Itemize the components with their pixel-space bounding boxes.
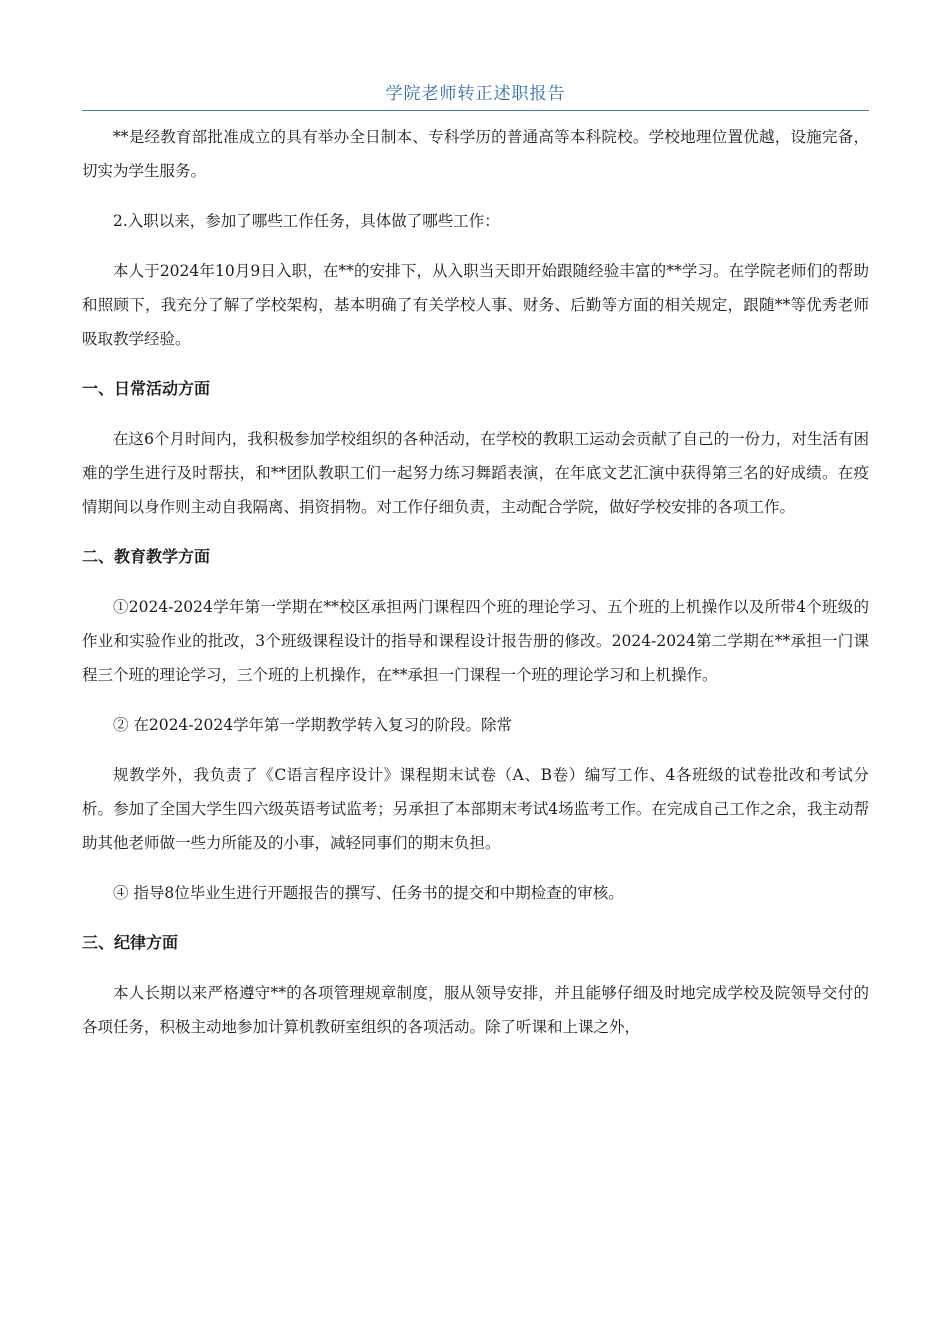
paragraph-teaching-1: ①2024-2024学年第一学期在**校区承担两门课程四个班的理论学习、五个班的上机操作以及所带4个班级的作业和实验作业的批改，3个班级课程设计的指导和课程设计报告册的修改。2024-2024第二学期在**承担一门课程三个班的理论学习，三个班的上机操作，在**承担一门课程一个班的理论学习和上机操作。 [82, 598, 869, 684]
document-title: 学院老师转正述职报告 [385, 84, 566, 104]
paragraph-teaching-3: 规教学外，我负责了《C语言程序设计》课程期末试卷（A、B卷）编写工作、4各班级的试卷批改和考试分析。参加了全国大学生四六级英语考试监考；另承担了本部期末考试4场监考工作。在完成自己工作之余，我主动帮助其他老师做一些力所能及的小事，减轻同事们的期末负担。 [82, 766, 869, 852]
paragraph-teaching-2: ② 在2024-2024学年第一学期教学转入复习的阶段。除常 [113, 716, 513, 734]
paragraph-discipline: 本人长期以来严格遵守**的各项管理规章制度，服从领导安排，并且能够仔细及时地完成学校及院领导交付的各项任务，积极主动地参加计算机教研室组织的各项活动。除了听课和上课之外， [82, 984, 869, 1036]
section-heading-daily-activities: 一、日常活动方面 [82, 379, 211, 398]
paragraph-question: 2.入职以来，参加了哪些工作任务，具体做了哪些工作： [113, 212, 500, 230]
section-heading-discipline: 三、纪律方面 [82, 933, 179, 952]
paragraph-school-intro: **是经教育部批准成立的具有举办全日制本、专科学历的普通高等本科院校。学校地理位置优越，设施完备，切实为学生服务。 [82, 128, 869, 180]
document-header [82, 80, 869, 111]
paragraph-teaching-4: ④ 指导8位毕业生进行开题报告的撰写、任务书的提交和中期检查的审核。 [113, 884, 624, 902]
document-body [82, 120, 869, 1044]
paragraph-onboarding: 本人于2024年10月9日入职，在**的安排下，从入职当天即开始跟随经验丰富的**学习。在学院老师们的帮助和照顾下，我充分了解了学校架构，基本明确了有关学校人事、财务、后勤等方面的相关规定，跟随**等优秀老师吸取教学经验。 [82, 262, 869, 348]
paragraph-daily-activities: 在这6个月时间内，我积极参加学校组织的各种活动，在学校的教职工运动会贡献了自己的一份力，对生活有困难的学生进行及时帮扶，和**团队教职工们一起努力练习舞蹈表演，在年底文艺汇演中获得第三名的好成绩。在疫情期间以身作则主动自我隔离、捐资捐物。对工作仔细负责，主动配合学院，做好学校安排的各项工作。 [82, 430, 869, 516]
section-heading-teaching: 二、教育教学方面 [82, 547, 211, 566]
